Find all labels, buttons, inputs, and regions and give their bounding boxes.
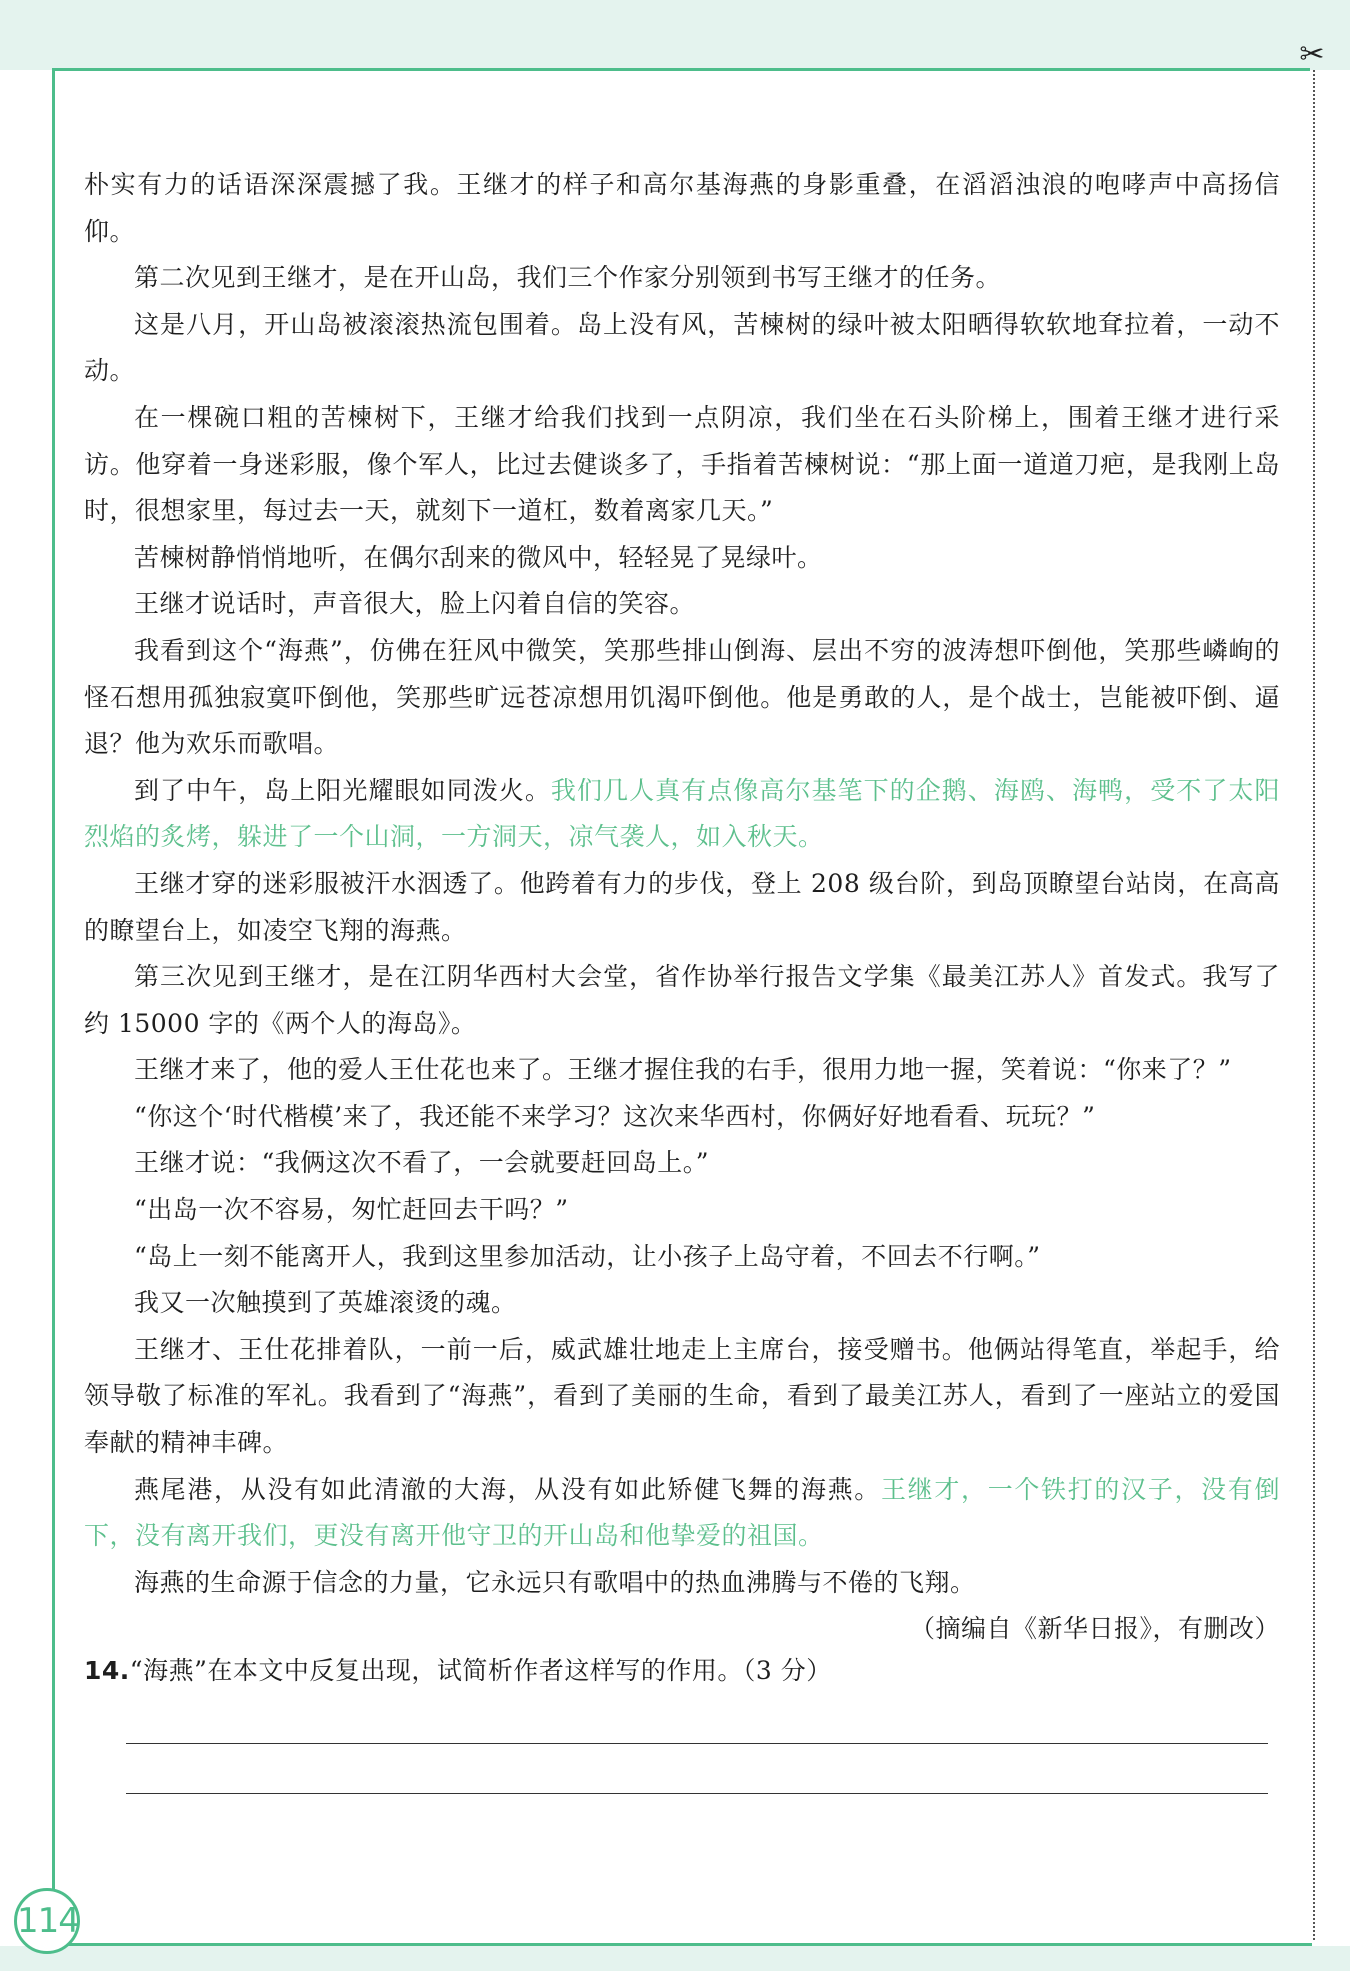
paragraph (84, 628, 1280, 768)
paragraph-text: 苦楝树静悄悄地听，在偶尔刮来的微风中，轻轻晃了晃绿叶。 (134, 542, 823, 572)
paragraph (84, 954, 1280, 1047)
paragraph-text: 在一棵碗口粗的苦楝树下，王继才给我们找到一点阴凉，我们坐在石头阶梯上，围着王继才进行采访。他穿着一身迷彩服，像个军人，比过去健谈多了，手指着苦楝树说：“那上面一道道刀疤，是我刚上岛时，很想家里，每过去一天，就刻下一道杠，数着离家几天。” (84, 402, 1280, 526)
paragraph (84, 1560, 1280, 1607)
paragraph-text: 燕尾港，从没有如此清澈的大海，从没有如此矫健飞舞的海燕。 (134, 1474, 881, 1504)
paragraph-text: 王继才穿的迷彩服被汗水洇透了。他跨着有力的步伐，登上 208 级台阶，到岛顶瞭望台站岗，在高高的瞭望台上，如凌空飞翔的海燕。 (84, 868, 1280, 945)
paragraph-text: 到了中午，岛上阳光耀眼如同泼火。 (134, 775, 551, 805)
paragraph (84, 1047, 1280, 1094)
paragraph-text: “出岛一次不容易，匆忙赶回去干吗？” (134, 1195, 569, 1225)
paragraph-text: 王继才说话时，声音很大，脸上闪着自信的笑容。 (134, 589, 696, 619)
paragraph (84, 1327, 1280, 1467)
highlighted-text: 我们几人真有点像高尔基笔下的企鹅、海鸥、海鸭，受不了太阳烈焰的炙烤，躲进了一个山洞，一方洞天，凉气袭人，如入秋天。 (84, 775, 1280, 852)
cut-line (1313, 70, 1315, 1940)
paragraph-text: 我看到这个“海燕”，仿佛在狂风中微笑，笑那些排山倒海、层出不穷的波涛想吓倒他，笑那些嶙峋的怪石想用孤独寂寞吓倒他，笑那些旷远苍凉想用饥渴吓倒他。他是勇敢的人，是个战士，岂能被吓倒、逼退？他为欢乐而歌唱。 (84, 635, 1280, 759)
paragraph (84, 861, 1280, 954)
question-14 (84, 1648, 1280, 1694)
paragraph (84, 255, 1280, 302)
answer-line[interactable] (126, 1793, 1268, 1794)
page-number: 114 (14, 1888, 80, 1954)
paragraph-text: 第二次见到王继才，是在开山岛，我们三个作家分别领到书写王继才的任务。 (134, 263, 1002, 293)
paragraph-text: 海燕的生命源于信念的力量，它永远只有歌唱中的热血沸腾与不倦的飞翔。 (134, 1567, 976, 1597)
paragraph-text: 第三次见到王继才，是在江阴华西村大会堂，省作协举行报告文学集《最美江苏人》首发式。我写了约 15000 字的《两个人的海岛》。 (84, 962, 1280, 1038)
answer-line[interactable] (126, 1743, 1268, 1744)
paragraph-text: 王继才、王仕花排着队，一前一后，威武雄壮地走上主席台，接受赠书。他俩站得笔直，举起手，给领导敬了标准的军礼。我看到了“海燕”，看到了美丽的生命，看到了最美江苏人，看到了一座站立的爱国奉献的精神丰碑。 (84, 1334, 1280, 1458)
source-citation: （摘编自《新华日报》，有删改） (909, 1614, 1280, 1644)
paragraph (84, 162, 1280, 255)
paragraph-text: “你这个‘时代楷模’来了，我还能不来学习？这次来华西村，你俩好好地看看、玩玩？” (134, 1101, 1096, 1131)
paragraph (84, 1140, 1280, 1187)
paragraph (84, 581, 1280, 628)
paragraph (84, 1467, 1280, 1560)
paragraph-text: 王继才来了，他的爱人王仕花也来了。王继才握住我的右手，很用力地一握，笑着说：“你来了？” (134, 1055, 1232, 1085)
paragraph-text: 这是八月，开山岛被滚滚热流包围着。岛上没有风，苦楝树的绿叶被太阳晒得软软地耷拉着，一动不动。 (84, 309, 1280, 386)
paragraph (84, 1280, 1280, 1327)
paragraph-text: “岛上一刻不能离开人，我到这里参加活动，让小孩子上岛守着，不回去不行啊。” (134, 1241, 1041, 1271)
question-number: 14. (84, 1656, 130, 1685)
question-text: “海燕”在本文中反复出现，试简析作者这样写的作用。（3 分） (129, 1656, 832, 1685)
paragraph (84, 302, 1280, 395)
top-margin-band (0, 0, 1350, 70)
paragraph (84, 535, 1280, 582)
bottom-margin-band (0, 1946, 1350, 1971)
scissors-icon: ✂ (1299, 37, 1325, 72)
article-body (84, 162, 1280, 1653)
paragraph-text: 我又一次触摸到了英雄滚烫的魂。 (134, 1288, 517, 1318)
paragraph (84, 395, 1280, 535)
highlighted-text: 王继才，一个铁打的汉子，没有倒下，没有离开我们，更没有离开他守卫的开山岛和他挚爱的祖国。 (84, 1474, 1280, 1551)
paragraph-text: 朴实有力的话语深深震撼了我。王继才的样子和高尔基海燕的身影重叠，在滔滔浊浪的咆哮声中高扬信仰。 (84, 170, 1280, 246)
paragraph-text: 王继才说：“我俩这次不看了，一会就要赶回岛上。” (134, 1148, 710, 1178)
paragraph (84, 1094, 1280, 1141)
paragraph (84, 1187, 1280, 1234)
paragraph (84, 1234, 1280, 1281)
paragraph (84, 768, 1280, 861)
